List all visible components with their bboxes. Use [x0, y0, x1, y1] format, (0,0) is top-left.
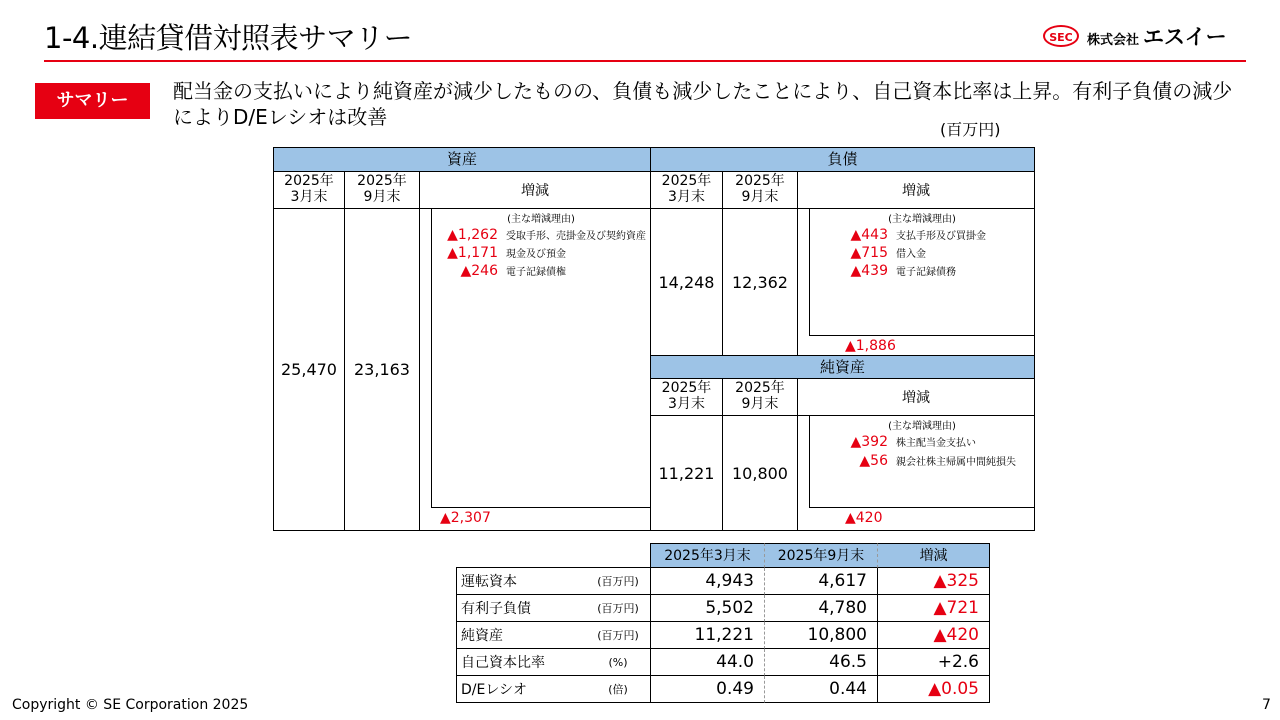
change-reason-item: [836, 434, 976, 450]
equity-col-change: 増減: [797, 378, 1035, 416]
indicator-unit: (百万円): [586, 568, 650, 595]
change-reason-label: 電子記録債務: [896, 267, 956, 278]
change-reason-label: 借入金: [896, 249, 926, 260]
indicator-value-sep: 4,780: [764, 595, 877, 622]
indicator-change: +2.6: [877, 649, 990, 676]
indicator-change: ▲325: [877, 568, 990, 595]
assets-col-mar: 2025年 3月末: [273, 171, 345, 209]
indicator-name: 運転資本: [456, 568, 586, 595]
assets-bracket-bottom: [431, 507, 651, 508]
indicator-value-sep: 10,800: [764, 622, 877, 649]
indicator-unit: (%): [586, 649, 650, 676]
change-reason-amount: ▲246: [460, 263, 498, 279]
equity-total-change: ▲420: [845, 510, 883, 526]
indicators-col-header: 2025年3月末: [650, 543, 764, 568]
liabilities-bracket-bottom: [809, 335, 1035, 336]
indicator-value-mar: 4,943: [650, 568, 764, 595]
indicator-value-sep: 46.5: [764, 649, 877, 676]
change-reason-label: 親会社株主帰属中間純損失: [896, 457, 1016, 468]
liabilities-total-change: ▲1,886: [845, 338, 896, 354]
indicator-value-sep: 4,617: [764, 568, 877, 595]
indicator-value-sep: 0.44: [764, 676, 877, 703]
change-reason-item: [436, 245, 566, 261]
indicator-value-mar: 44.0: [650, 649, 764, 676]
change-reason-item: [836, 245, 926, 261]
indicator-name: D/Eレシオ: [456, 676, 586, 703]
change-reason-amount: ▲443: [850, 227, 888, 243]
change-reason-item: [436, 263, 566, 279]
page-title: 1-4.連結貸借対照表サマリー: [44, 21, 413, 55]
liabilities-reason-header: (主な増減理由): [888, 214, 956, 225]
equity-header: 純資産: [650, 355, 1035, 379]
change-reason-item: [836, 263, 956, 279]
summary-text: 配当金の支払いにより純資産が減少したものの、負債も減少したことにより、自己資本比率は上昇。有利子負債の減少によりD/Eレシオは改善: [173, 79, 1233, 129]
logo-company-prefix: 株式会社: [1087, 32, 1140, 48]
equity-value-sep: 10,800: [722, 415, 798, 531]
assets-header: 資産: [273, 147, 651, 172]
assets-reason-header: (主な増減理由): [507, 214, 575, 225]
indicator-change: ▲420: [877, 622, 990, 649]
change-reason-label: 電子記録債権: [506, 267, 566, 278]
change-reason-item: [836, 453, 1016, 469]
unit-label: (百万円): [940, 120, 1001, 139]
assets-total-change: ▲2,307: [440, 510, 491, 526]
equity-reason-header: (主な増減理由): [888, 421, 956, 432]
company-logo: [1043, 23, 1249, 49]
indicator-name: 純資産: [456, 622, 586, 649]
change-reason-label: 株主配当金支払い: [896, 438, 976, 449]
change-reason-label: 現金及び預金: [506, 249, 566, 260]
summary-badge: サマリー: [35, 83, 150, 119]
change-reason-item: [836, 227, 986, 243]
liabilities-bracket-left: [809, 208, 810, 336]
indicator-unit: (倍): [586, 676, 650, 703]
indicator-value-mar: 11,221: [650, 622, 764, 649]
liabilities-value-mar: 14,248: [650, 208, 723, 356]
equity-col-mar: 2025年 3月末: [650, 378, 723, 416]
change-reason-label: 受取手形、売掛金及び契約資産: [506, 231, 646, 242]
equity-change-area: [797, 415, 1035, 531]
indicator-change: ▲0.05: [877, 676, 990, 703]
logo-seal: SEC: [1043, 25, 1079, 47]
liabilities-value-sep: 12,362: [722, 208, 798, 356]
assets-col-change: 増減: [419, 171, 651, 209]
assets-value-sep: 23,163: [344, 208, 420, 531]
change-reason-amount: ▲439: [850, 263, 888, 279]
indicators-col-header: 2025年9月末: [764, 543, 877, 568]
page-number: 7: [1262, 697, 1271, 713]
indicator-unit: (百万円): [586, 595, 650, 622]
copyright: Copyright © SE Corporation 2025: [12, 697, 249, 713]
liabilities-col-mar: 2025年 3月末: [650, 171, 723, 209]
equity-col-sep: 2025年 9月末: [722, 378, 798, 416]
liabilities-header: 負債: [650, 147, 1035, 172]
indicator-value-mar: 5,502: [650, 595, 764, 622]
logo-company-name: エスイー: [1143, 25, 1227, 49]
assets-col-sep: 2025年 9月末: [344, 171, 420, 209]
liabilities-col-sep: 2025年 9月末: [722, 171, 798, 209]
change-reason-amount: ▲1,262: [447, 227, 498, 243]
equity-bracket-bottom: [809, 507, 1035, 508]
indicator-unit: (百万円): [586, 622, 650, 649]
indicators-top-rule: [456, 567, 650, 568]
change-reason-amount: ▲1,171: [447, 245, 498, 261]
change-reason-item: [436, 227, 646, 243]
change-reason-label: 支払手形及び買掛金: [896, 231, 986, 242]
indicator-name: 有利子負債: [456, 595, 586, 622]
liabilities-col-change: 増減: [797, 171, 1035, 209]
indicator-value-mar: 0.49: [650, 676, 764, 703]
equity-value-mar: 11,221: [650, 415, 723, 531]
indicator-change: ▲721: [877, 595, 990, 622]
change-reason-amount: ▲715: [850, 245, 888, 261]
assets-bracket-left: [431, 208, 432, 508]
assets-value-mar: 25,470: [273, 208, 345, 531]
change-reason-amount: ▲392: [850, 434, 888, 450]
indicator-name: 自己資本比率: [456, 649, 586, 676]
change-reason-amount: ▲56: [859, 453, 888, 469]
indicators-col-header: 増減: [877, 543, 990, 568]
title-divider: [44, 60, 1246, 62]
